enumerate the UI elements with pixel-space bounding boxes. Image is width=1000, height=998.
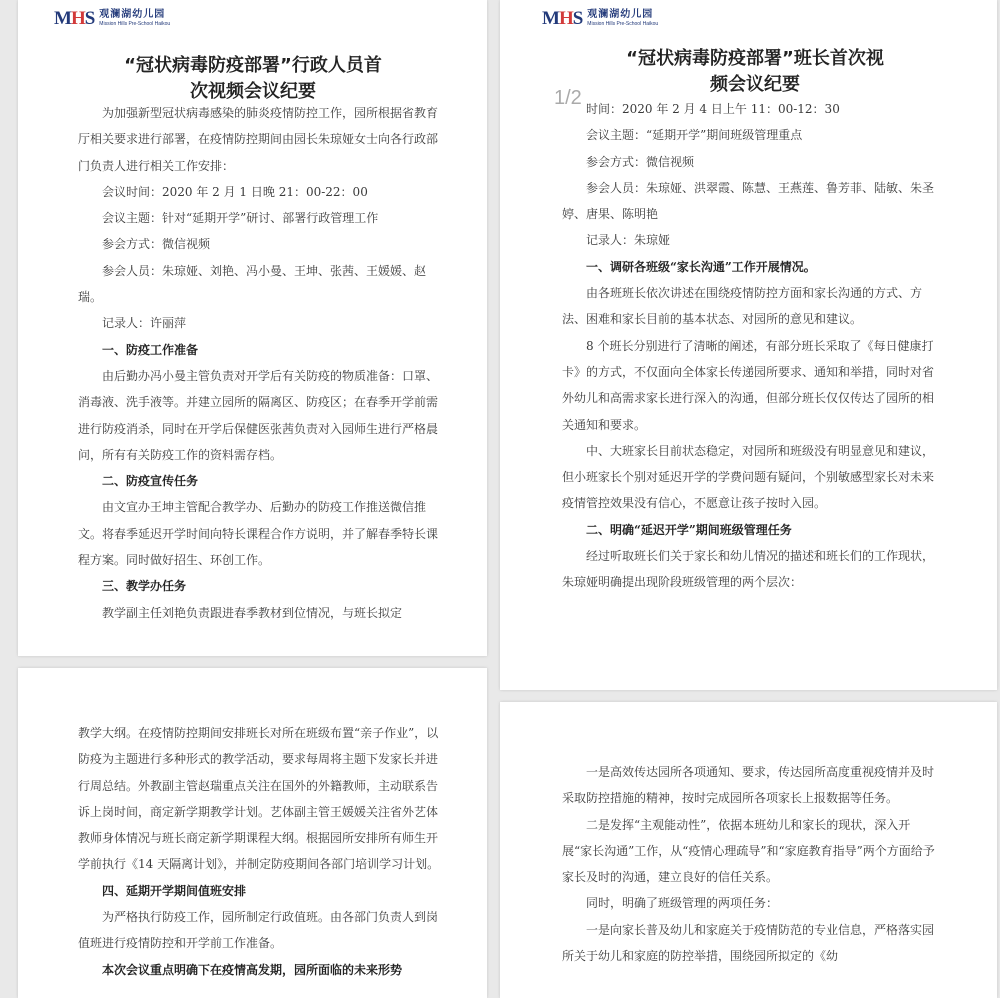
section-heading: 一、防疫工作准备: [102, 342, 199, 357]
section-heading: 二、防疫宣传任务: [102, 474, 199, 489]
paragraph: 参会人员：朱琼娅、刘艳、冯小曼、王坤、张茜、王媛媛、赵瑞。: [78, 263, 427, 305]
paragraph: 一是高效传达园所各项通知、要求，传达园所高度重视疫情并及时采取防控措施的精神，按时完成园所各项家长上报数据等任务。: [562, 765, 935, 806]
paragraph: 为严格执行防疫工作，园所制定行政值班。由各部门负责人到岗值班进行疫情防控和开学前工作准备。: [78, 910, 439, 951]
page-4-body: [562, 759, 938, 969]
paragraph: 为加强新型冠状病毒感染的肺炎疫情防控工作，园所根据省教育厅相关要求进行部署，在疫情防控期间由园长朱琼娅女士向各行政部门负责人进行相关工作安排：: [78, 106, 439, 173]
paragraph: 本次会议重点明确下在疫情高发期，园所面临的未来形势: [102, 962, 403, 977]
page-3-body: [78, 720, 442, 983]
paragraph: 会议主题：“延期开学”期间班级管理重点: [586, 128, 803, 143]
paragraph: 时间：2020 年 2 月 4 日上午 11：00-12：30: [586, 102, 840, 116]
document-title: “冠状病毒防疫部署”班长首次视 频会议纪要: [626, 48, 884, 95]
paragraph: 参会人员：朱琼娅、洪翠霞、陈慧、王燕莲、鲁芳菲、陆敏、朱圣婷、唐果、陈明艳: [562, 180, 935, 222]
paragraph: 由各班班长依次讲述在围绕疫情防控方面和家长沟通的方式、方法、困难和家长目前的基本状态、对园所的意见和建议。: [562, 286, 923, 327]
paragraph: 教学大纲。在疫情防控期间安排班长对所在班级布置“亲子作业”，以防疫为主题进行多种形式的教学活动，要求每周将主题下发家长并进行周总结。外教副主管赵瑞重点关注在国外的外籍教师，主动联系告诉上岗时间，商定新学期教学计划。艺体副主管王媛媛关注省外艺体教师身体情况与班长商定新学期课程大纲。根据园所安排所有师生开学前执行《14 天隔离计划》，并制定防疫期间各部门培训学习计划。: [78, 726, 440, 872]
logo-mark-icon: MHS: [54, 7, 95, 29]
logo-name-en: Mission Hills Pre-School Haikou: [99, 20, 171, 27]
logo-name-en: Mission Hills Pre-School Haikou: [587, 20, 659, 27]
paragraph: 记录人：许丽萍: [102, 316, 187, 331]
logo-mark-icon: MHS: [542, 7, 583, 29]
paragraph: 参会方式：微信视频: [102, 237, 211, 252]
page-counter: 1/2: [554, 87, 582, 109]
section-heading: 一、调研各班级“家长沟通”工作开展情况。: [586, 259, 816, 274]
paragraph: 中、大班家长目前状态稳定，对园所和班级没有明显意见和建议，但小班家长个别对延迟开学的学费问题有疑问，个别敏感型家长对未来疫情管控效果没有信心，不愿意让孩子按时入园。: [562, 443, 935, 511]
paragraph: 由文宣办王坤主管配合教学办、后勤办的防疫工作推送微信推文。将春季延迟开学时间向特长课程合作方说明，并了解春季特长课程方案。同时做好招生、环创工作。: [78, 500, 439, 568]
section-heading: 四、延期开学期间值班安排: [102, 883, 247, 898]
paragraph: 同时，明确了班级管理的两项任务：: [586, 896, 779, 911]
logo-name-cn: 观澜湖幼儿园: [587, 8, 654, 20]
paragraph: 记录人：朱琼娅: [586, 233, 671, 248]
paragraph: 教学副主任刘艳负责跟进春季教材到位情况，与班长拟定: [102, 605, 403, 620]
paragraph: 由后勤办冯小曼主管负责对开学后有关防疫的物质准备：口罩、消毒液、洗手液等。并建立园所的隔离区、防疫区；在春季开学前需进行防疫消杀，同时在开学后保健医张茜负责对入园师生进行严格晨问，所有有关防疫工作的资料需存档。: [78, 368, 439, 462]
section-heading: 三、教学办任务: [102, 579, 187, 594]
paragraph: 8 个班长分别进行了清晰的阐述，有部分班长采取了《每日健康打卡》的方式，不仅面向全体家长传递园所要求、通知和举措，同时对省外幼儿和高需求家长进行深入的沟通，但部分班长仅仅传达了园所的相关通知和要求。: [562, 338, 935, 432]
page-1-body: [78, 100, 442, 626]
section-heading: 二、明确“延迟开学”期间班级管理任务: [586, 522, 792, 537]
school-logo: [542, 6, 658, 30]
paragraph: 参会方式：微信视频: [586, 154, 695, 169]
paragraph: 经过听取班长们关于家长和幼儿情况的描述和班长们的工作现状，朱琼娅明确提出现阶段班级管理的两个层次：: [562, 549, 935, 590]
paragraph: 二是发挥“主观能动性”，依据本班幼儿和家长的现状，深入开展“家长沟通”工作，从“疫情心理疏导”和“家庭教育指导”两个方面给予家长及时的沟通，建立良好的信任关系。: [562, 817, 935, 885]
paragraph: 会议时间：2020 年 2 月 1 日晚 21：00-22：00: [102, 184, 368, 199]
page-2-body: [562, 96, 938, 596]
paragraph: 会议主题：针对“延期开学”研讨、部署行政管理工作: [102, 211, 379, 226]
logo-name-cn: 观澜湖幼儿园: [99, 8, 166, 20]
document-title: “冠状病毒防疫部署”行政人员首 次视频会议纪要: [124, 55, 382, 102]
school-logo: [54, 6, 170, 30]
paragraph: 一是向家长普及幼儿和家庭关于疫情防范的专业信息，严格落实园所关于幼儿和家庭的防控举措，围绕园所拟定的《幼: [562, 922, 935, 964]
